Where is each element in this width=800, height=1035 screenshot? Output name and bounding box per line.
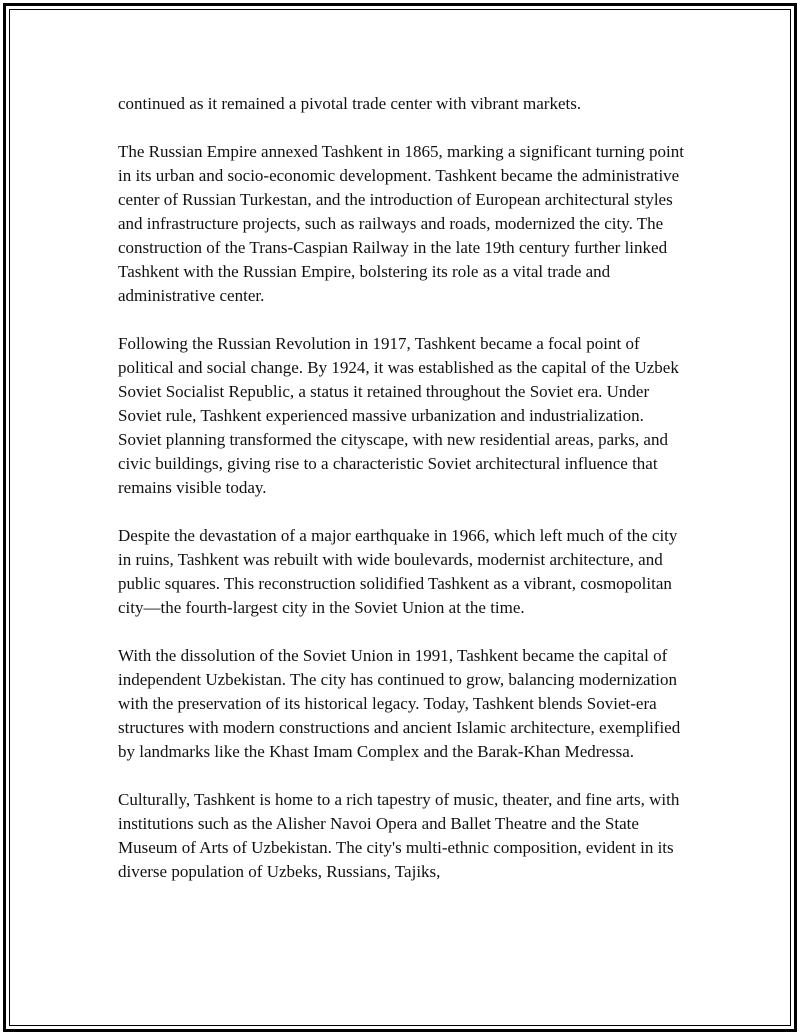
document-body xyxy=(118,92,690,908)
paragraph-3: Following the Russian Revolution in 1917, Tashkent became a focal point of political and social change. By 1924, it was established as the capital of the Uzbek Soviet Socialist Republic, a status it retained throughout the Soviet era. Under Soviet rule, Tashkent experienced massive urbanization and industrialization. Soviet planning transformed the cityscape, with new residential areas, parks, and civic buildings, giving rise to a characteristic Soviet architectural influence that remains visible today. xyxy=(118,334,679,497)
paragraph-5: With the dissolution of the Soviet Union in 1991, Tashkent became the capital of independent Uzbekistan. The city has continued to grow, balancing modernization with the preservation of its historical legacy. Today, Tashkent blends Soviet-era structures with modern constructions and ancient Islamic architecture, exemplified by landmarks like the Khast Imam Complex and the Barak-Khan Medressa. xyxy=(118,646,681,761)
paragraph-2: The Russian Empire annexed Tashkent in 1865, marking a significant turning point in its urban and socio-economic development. Tashkent became the administrative center of Russian Turkestan, and the introduction of European architectural styles and infrastructure projects, such as railways and roads, modernized the city. The construction of the Trans-Caspian Railway in the late 19th century further linked Tashkent with the Russian Empire, bolstering its role as a vital trade and administrative center. xyxy=(118,142,684,305)
paragraph-6: Culturally, Tashkent is home to a rich tapestry of music, theater, and fine arts, with institutions such as the Alisher Navoi Opera and Ballet Theatre and the State Museum of Arts of Uzbekistan. The city's multi-ethnic composition, evident in its diverse population of Uzbeks, Russians, Tajiks, xyxy=(118,790,680,881)
paragraph-1: continued as it remained a pivotal trade center with vibrant markets. xyxy=(118,94,582,113)
paragraph-4: Despite the devastation of a major earthquake in 1966, which left much of the city in ruins, Tashkent was rebuilt with wide boulevards, modernist architecture, and public squares. This reconstruction solidified Tashkent as a vibrant, cosmopolitan city—the fourth-largest city in the Soviet Union at the time. xyxy=(118,526,678,617)
